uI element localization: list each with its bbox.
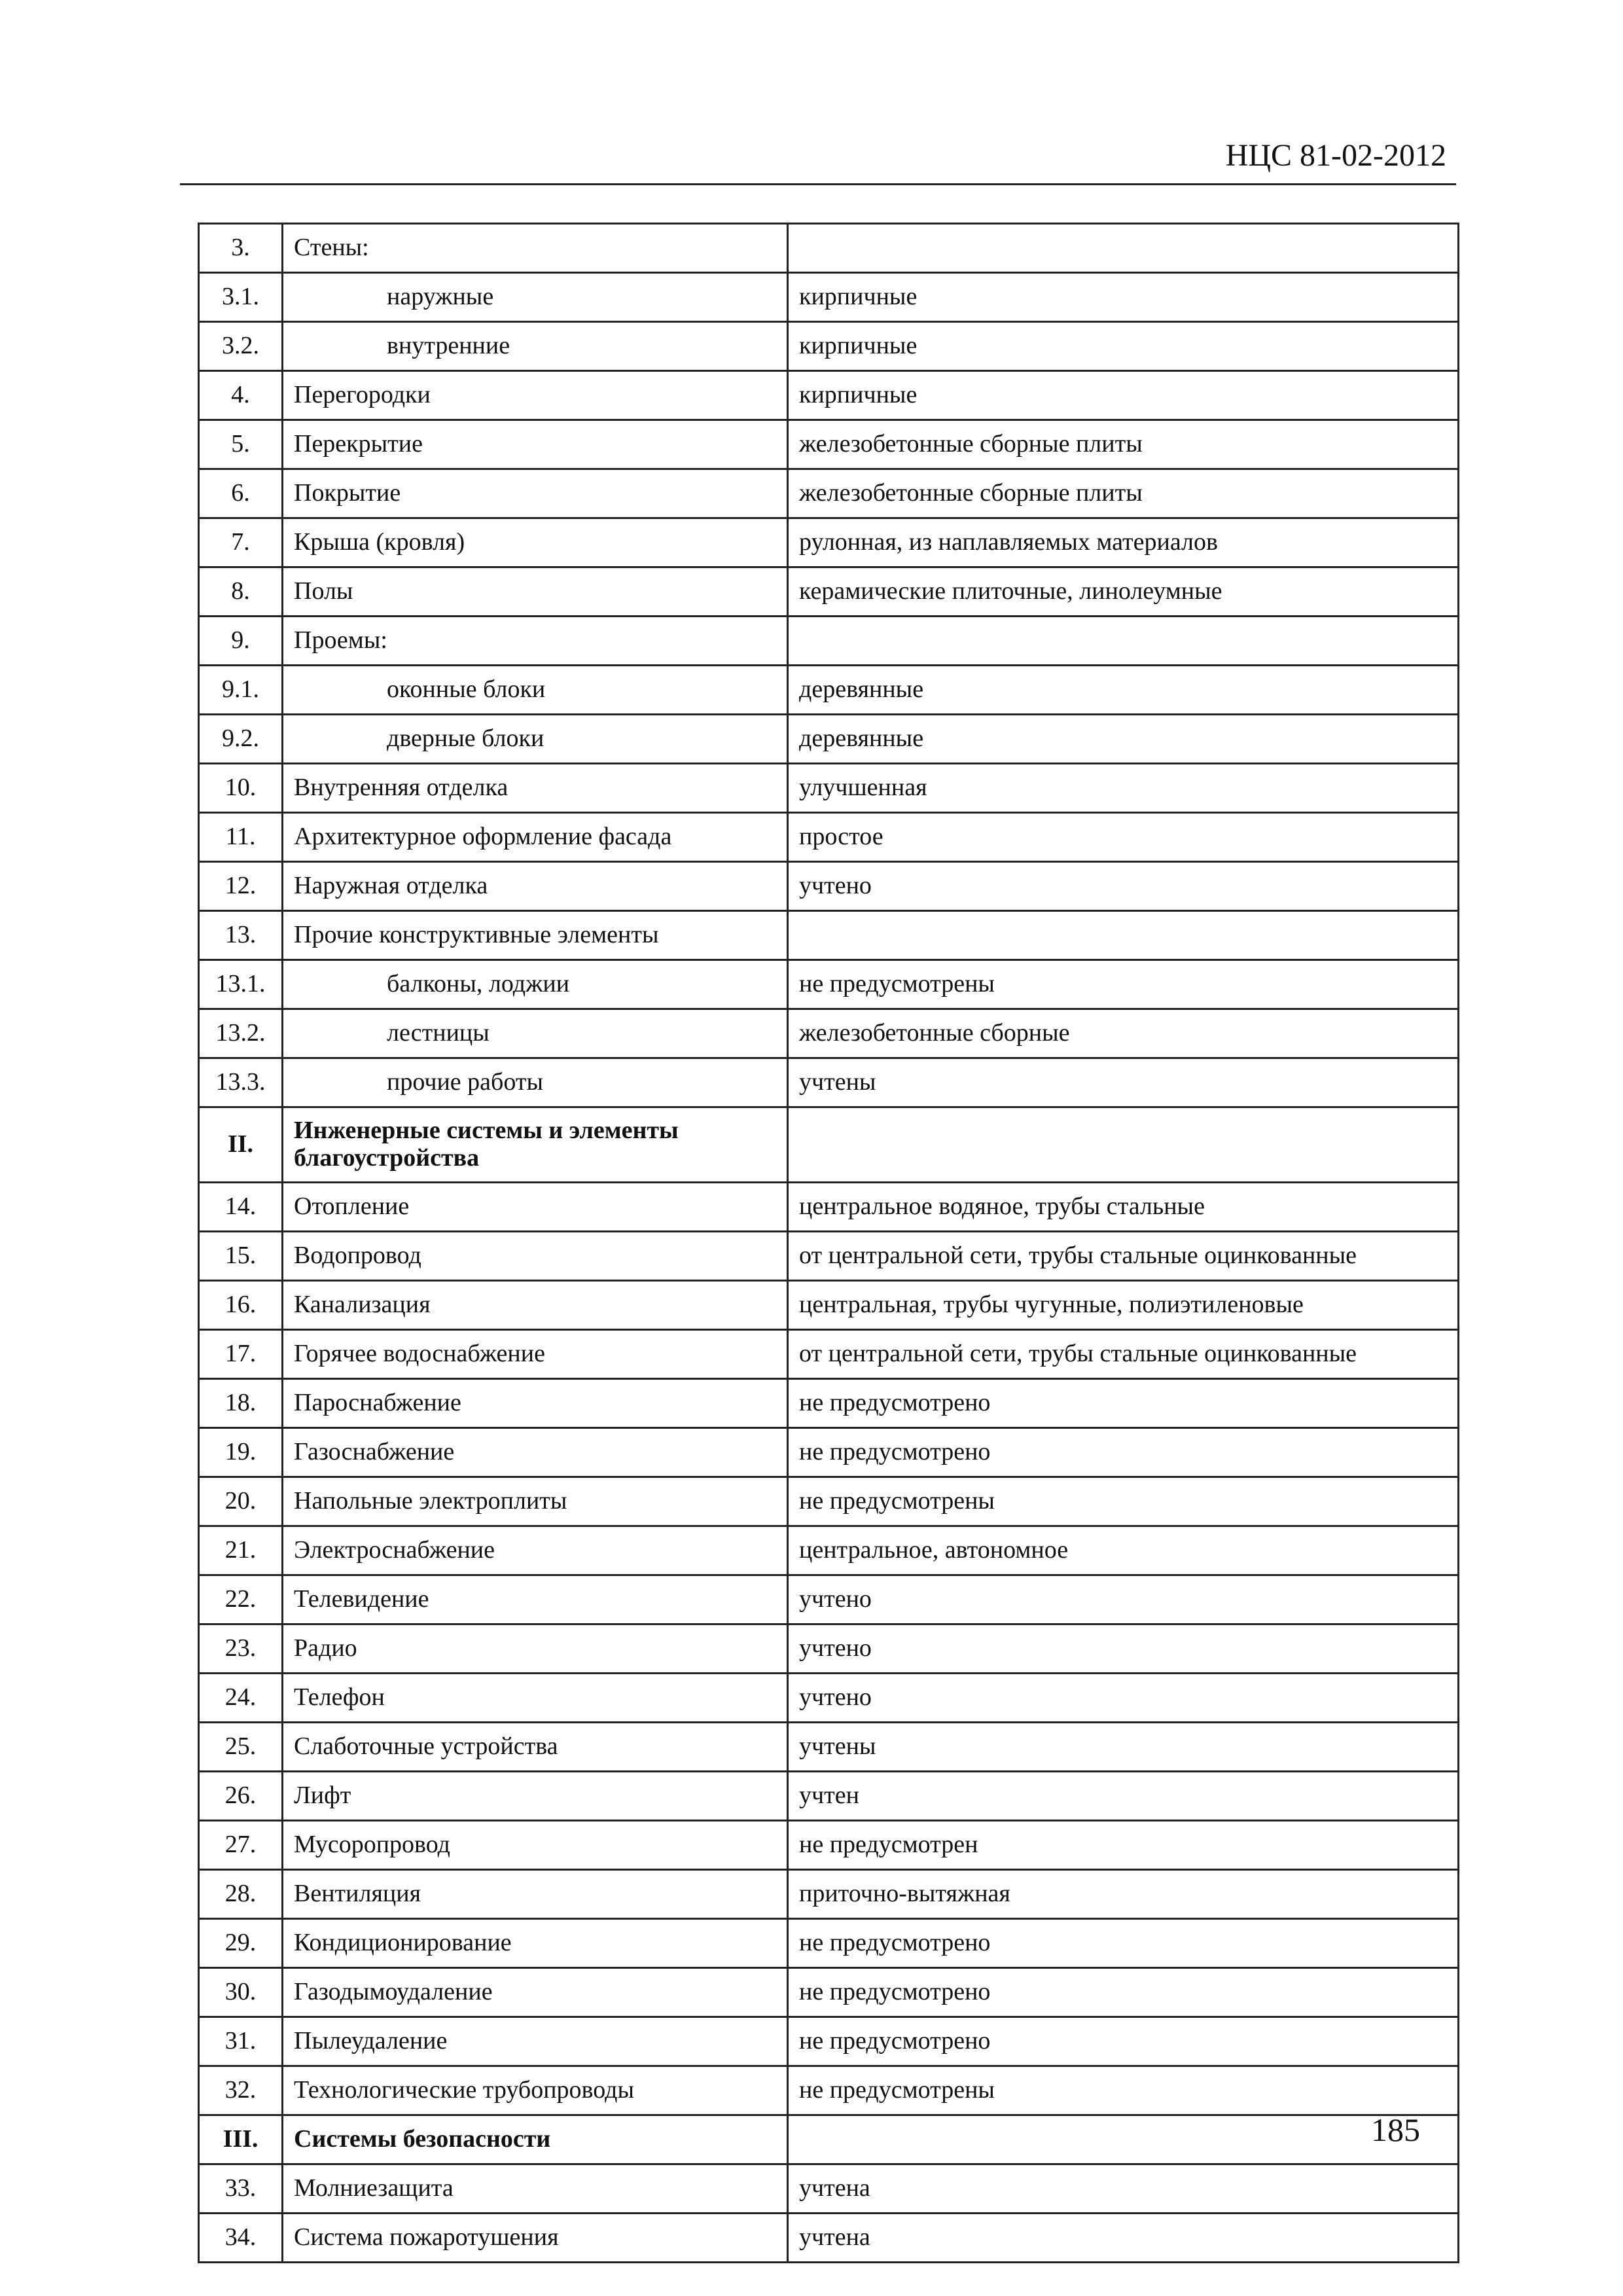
element-description: железобетонные сборные плиты: [788, 420, 1459, 469]
element-name: Электроснабжение: [283, 1526, 788, 1575]
table-row: [199, 1919, 1459, 1968]
row-number: 14.: [199, 1183, 283, 1232]
element-name: Напольные электроплиты: [283, 1477, 788, 1526]
element-name: Прочие конструктивные элементы: [283, 911, 788, 960]
element-name: Телевидение: [283, 1575, 788, 1624]
element-name: Молниезащита: [283, 2164, 788, 2214]
row-number: 19.: [199, 1428, 283, 1477]
element-description: кирпичные: [788, 371, 1459, 420]
element-description: кирпичные: [788, 322, 1459, 371]
element-name: Газоснабжение: [283, 1428, 788, 1477]
table-row: [199, 1870, 1459, 1919]
table-row: [199, 1232, 1459, 1281]
element-description: от центральной сети, трубы стальные оцинкованные: [788, 1330, 1459, 1379]
element-description: [788, 911, 1459, 960]
element-description: учтены: [788, 1058, 1459, 1107]
table-row: [199, 960, 1459, 1009]
element-name: лестницы: [283, 1009, 788, 1058]
row-number: 21.: [199, 1526, 283, 1575]
element-name: Лифт: [283, 1772, 788, 1821]
element-description: [788, 2115, 1459, 2164]
specification-table: [198, 223, 1459, 2263]
element-description: учтено: [788, 1624, 1459, 1674]
row-number: 4.: [199, 371, 283, 420]
element-name: Полы: [283, 567, 788, 617]
row-number: 18.: [199, 1379, 283, 1428]
row-number: 5.: [199, 420, 283, 469]
element-name: Радио: [283, 1624, 788, 1674]
element-description: не предусмотрено: [788, 1428, 1459, 1477]
row-number: 10.: [199, 764, 283, 813]
element-name: Внутренняя отделка: [283, 764, 788, 813]
table-row: [199, 1379, 1459, 1428]
element-name: Кондиционирование: [283, 1919, 788, 1968]
row-number: 34.: [199, 2214, 283, 2263]
header-divider: [180, 183, 1456, 185]
table-row: [199, 1428, 1459, 1477]
row-number: 27.: [199, 1821, 283, 1870]
row-number: 28.: [199, 1870, 283, 1919]
row-number: II.: [199, 1107, 283, 1183]
element-name: Мусоропровод: [283, 1821, 788, 1870]
table-row: [199, 420, 1459, 469]
element-description: не предусмотрены: [788, 960, 1459, 1009]
row-number: 32.: [199, 2066, 283, 2115]
element-name: Перегородки: [283, 371, 788, 420]
element-name: прочие работы: [283, 1058, 788, 1107]
element-name: Пылеудаление: [283, 2017, 788, 2066]
section-row: [199, 1107, 1459, 1183]
element-name: Инженерные системы и элементы благоустройства: [283, 1107, 788, 1183]
element-description: учтены: [788, 1723, 1459, 1772]
element-name: Архитектурное оформление фасада: [283, 813, 788, 862]
table-row: [199, 862, 1459, 911]
element-name: Стены:: [283, 224, 788, 273]
table-row: [199, 715, 1459, 764]
row-number: 13.3.: [199, 1058, 283, 1107]
row-number: 23.: [199, 1624, 283, 1674]
table-row: [199, 911, 1459, 960]
table-row: [199, 273, 1459, 322]
table-row: [199, 1183, 1459, 1232]
table-row: [199, 666, 1459, 715]
table-row: [199, 2066, 1459, 2115]
element-name: Отопление: [283, 1183, 788, 1232]
table-row: [199, 1526, 1459, 1575]
element-name: Покрытие: [283, 469, 788, 518]
row-number: 29.: [199, 1919, 283, 1968]
element-description: деревянные: [788, 666, 1459, 715]
element-name: Системы безопасности: [283, 2115, 788, 2164]
row-number: 30.: [199, 1968, 283, 2017]
element-description: не предусмотрен: [788, 1821, 1459, 1870]
element-name: дверные блоки: [283, 715, 788, 764]
element-description: учтена: [788, 2164, 1459, 2214]
table-row: [199, 2164, 1459, 2214]
element-name: Канализация: [283, 1281, 788, 1330]
table-row: [199, 469, 1459, 518]
row-number: 24.: [199, 1674, 283, 1723]
table-row: [199, 371, 1459, 420]
table-row: [199, 224, 1459, 273]
element-name: Слаботочные устройства: [283, 1723, 788, 1772]
row-number: 25.: [199, 1723, 283, 1772]
table-row: [199, 813, 1459, 862]
element-description: [788, 617, 1459, 666]
row-number: 31.: [199, 2017, 283, 2066]
row-number: 22.: [199, 1575, 283, 1624]
row-number: III.: [199, 2115, 283, 2164]
row-number: 8.: [199, 567, 283, 617]
element-description: центральное, автономное: [788, 1526, 1459, 1575]
element-description: керамические плиточные, линолеумные: [788, 567, 1459, 617]
table-row: [199, 567, 1459, 617]
element-name: Вентиляция: [283, 1870, 788, 1919]
document-code: НЦС 81-02-2012: [1225, 138, 1446, 173]
element-description: приточно-вытяжная: [788, 1870, 1459, 1919]
row-number: 9.1.: [199, 666, 283, 715]
element-description: не предусмотрены: [788, 2066, 1459, 2115]
element-description: железобетонные сборные плиты: [788, 469, 1459, 518]
element-description: деревянные: [788, 715, 1459, 764]
row-number: 7.: [199, 518, 283, 567]
element-description: не предусмотрено: [788, 1968, 1459, 2017]
specification-table-body: [199, 224, 1459, 2263]
element-name: внутренние: [283, 322, 788, 371]
table-row: [199, 1723, 1459, 1772]
table-row: [199, 2017, 1459, 2066]
element-description: [788, 224, 1459, 273]
row-number: 9.: [199, 617, 283, 666]
table-row: [199, 322, 1459, 371]
element-description: не предусмотрено: [788, 1379, 1459, 1428]
element-name: Наружная отделка: [283, 862, 788, 911]
element-description: не предусмотрено: [788, 2017, 1459, 2066]
row-number: 6.: [199, 469, 283, 518]
element-description: учтено: [788, 862, 1459, 911]
row-number: 20.: [199, 1477, 283, 1526]
element-name: Перекрытие: [283, 420, 788, 469]
table-row: [199, 1674, 1459, 1723]
element-name: Водопровод: [283, 1232, 788, 1281]
table-row: [199, 1624, 1459, 1674]
element-description: простое: [788, 813, 1459, 862]
element-name: Пароснабжение: [283, 1379, 788, 1428]
element-description: не предусмотрено: [788, 1919, 1459, 1968]
table-row: [199, 1058, 1459, 1107]
table-row: [199, 1330, 1459, 1379]
element-name: Крыша (кровля): [283, 518, 788, 567]
table-row: [199, 2214, 1459, 2263]
element-description: центральное водяное, трубы стальные: [788, 1183, 1459, 1232]
row-number: 9.2.: [199, 715, 283, 764]
row-number: 3.2.: [199, 322, 283, 371]
element-name: балконы, лоджии: [283, 960, 788, 1009]
element-description: учтено: [788, 1575, 1459, 1624]
row-number: 16.: [199, 1281, 283, 1330]
element-description: железобетонные сборные: [788, 1009, 1459, 1058]
row-number: 3.1.: [199, 273, 283, 322]
table-row: [199, 1575, 1459, 1624]
row-number: 3.: [199, 224, 283, 273]
row-number: 33.: [199, 2164, 283, 2214]
element-name: Система пожаротушения: [283, 2214, 788, 2263]
element-description: не предусмотрены: [788, 1477, 1459, 1526]
row-number: 12.: [199, 862, 283, 911]
element-description: учтена: [788, 2214, 1459, 2263]
table-row: [199, 764, 1459, 813]
table-row: [199, 518, 1459, 567]
table-row: [199, 1281, 1459, 1330]
row-number: 26.: [199, 1772, 283, 1821]
table-row: [199, 1968, 1459, 2017]
element-description: учтен: [788, 1772, 1459, 1821]
element-description: [788, 1107, 1459, 1183]
row-number: 13.: [199, 911, 283, 960]
element-description: центральная, трубы чугунные, полиэтиленовые: [788, 1281, 1459, 1330]
element-description: учтено: [788, 1674, 1459, 1723]
element-name: Газодымоудаление: [283, 1968, 788, 2017]
table-row: [199, 1009, 1459, 1058]
element-name: Технологические трубопроводы: [283, 2066, 788, 2115]
element-name: оконные блоки: [283, 666, 788, 715]
row-number: 15.: [199, 1232, 283, 1281]
element-description: кирпичные: [788, 273, 1459, 322]
element-name: Телефон: [283, 1674, 788, 1723]
row-number: 13.2.: [199, 1009, 283, 1058]
row-number: 11.: [199, 813, 283, 862]
element-name: Горячее водоснабжение: [283, 1330, 788, 1379]
element-name: Проемы:: [283, 617, 788, 666]
element-description: от центральной сети, трубы стальные оцинкованные: [788, 1232, 1459, 1281]
element-description: рулонная, из наплавляемых материалов: [788, 518, 1459, 567]
page-number: 185: [1371, 2111, 1420, 2148]
row-number: 17.: [199, 1330, 283, 1379]
table-row: [199, 617, 1459, 666]
element-name: наружные: [283, 273, 788, 322]
table-row: [199, 1477, 1459, 1526]
element-description: улучшенная: [788, 764, 1459, 813]
row-number: 13.1.: [199, 960, 283, 1009]
table-row: [199, 1772, 1459, 1821]
table-row: [199, 1821, 1459, 1870]
section-row: [199, 2115, 1459, 2164]
